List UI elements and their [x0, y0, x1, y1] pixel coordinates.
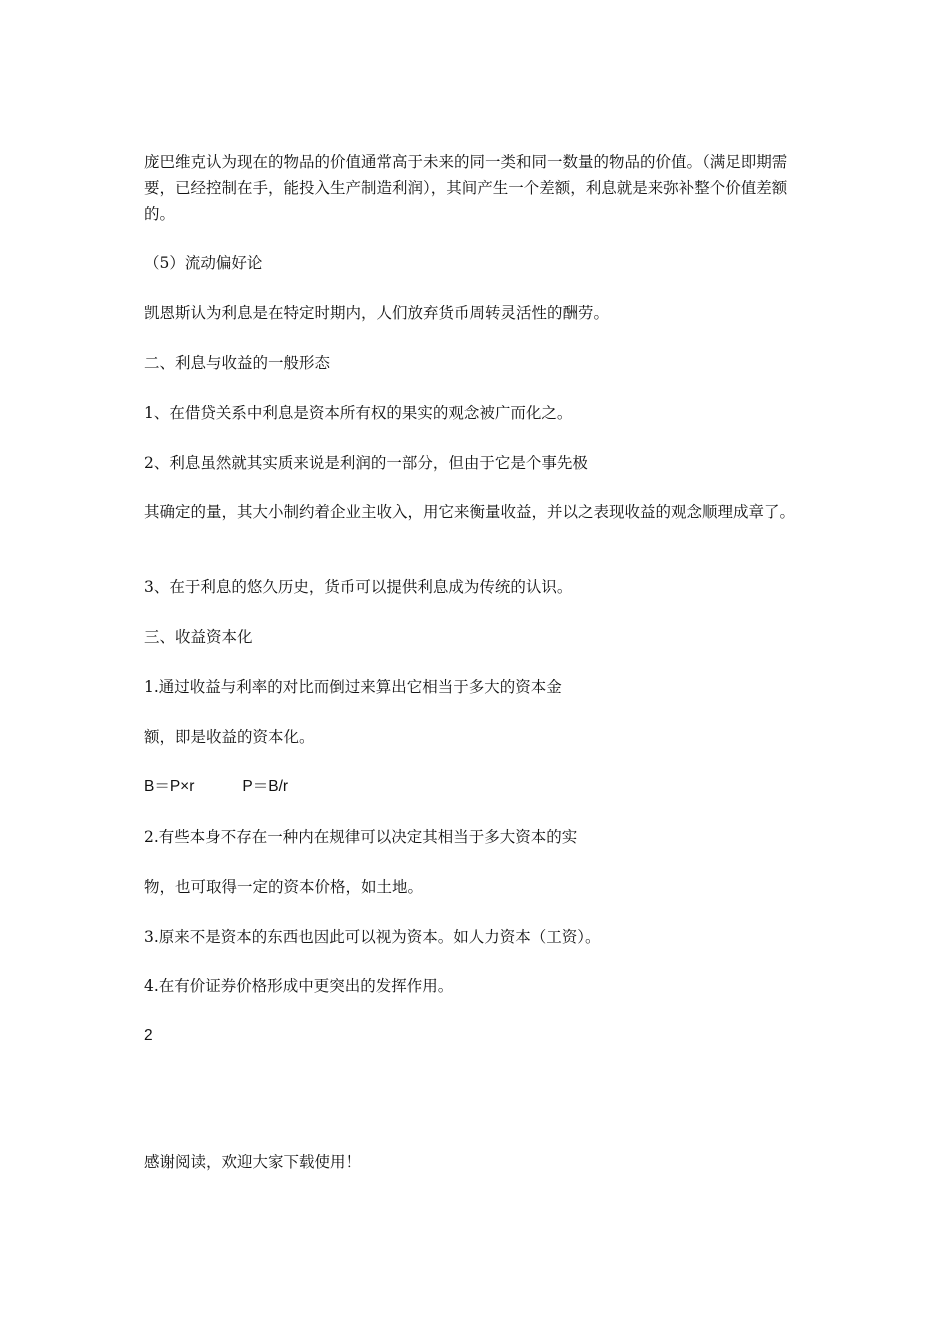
list-item-2: 2、利息虽然就其实质来说是利润的一部分，但由于它是个事先极 [144, 454, 588, 472]
list-item-2-continued: 其确定的量，其大小制约着企业主收入，用它来衡量收益，并以之表现收益的观念顺理成章了。 [144, 503, 796, 521]
section-heading-3: 三、收益资本化 [144, 628, 253, 646]
capitalization-item-3: 3.原来不是资本的东西也因此可以视为资本。如人力资本（工资）。 [144, 928, 601, 946]
page-number: 2 [144, 1027, 153, 1044]
capitalization-item-4: 4.在有价证券价格形成中更突出的发挥作用。 [144, 977, 454, 995]
capitalization-item-1-continued: 额，即是收益的资本化。 [144, 728, 315, 746]
formula [144, 774, 808, 800]
formula-right: P＝B/r [242, 778, 289, 795]
capitalization-item-1: 1.通过收益与利率的对比而倒过来算出它相当于多大的资本金 [144, 678, 562, 696]
formula-left: B＝P×r [144, 778, 195, 795]
list-item-1: 1、在借贷关系中利息是资本所有权的果实的观念被广而化之。 [144, 404, 573, 422]
section-heading-2: 二、利息与收益的一般形态 [144, 354, 331, 372]
paragraph-bohm-bawerk: 庞巴维克认为现在的物品的价值通常高于未来的同一类和同一数量的物品的价值。（满足即期需要，已经控制在手，能投入生产制造利润），其间产生一个差额，利息就是来弥补整个价值差额的。 [144, 153, 788, 223]
capitalization-item-2: 2.有些本身不存在一种内在规律可以决定其相当于多大资本的实 [144, 828, 578, 846]
list-item-3: 3、在于利息的悠久历史，货币可以提供利息成为传统的认识。 [144, 578, 573, 596]
heading-liquidity-preference: （5）流动偏好论 [144, 254, 263, 272]
closing-note: 感谢阅读，欢迎大家下载使用！ [144, 1153, 362, 1171]
paragraph-keynes: 凯恩斯认为利息是在特定时期内，人们放弃货币周转灵活性的酬劳。 [144, 304, 610, 322]
capitalization-item-2-continued: 物，也可取得一定的资本价格，如土地。 [144, 878, 424, 896]
